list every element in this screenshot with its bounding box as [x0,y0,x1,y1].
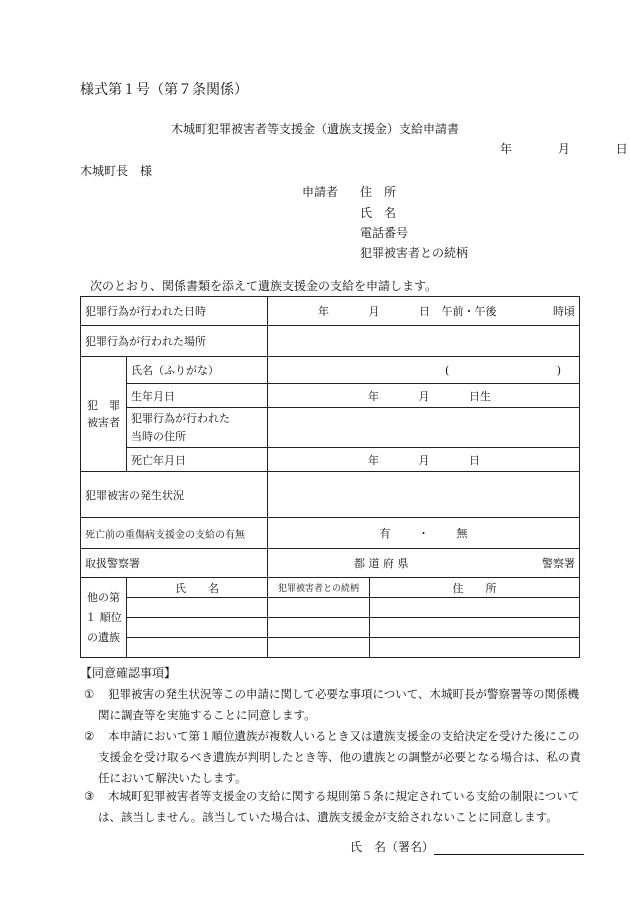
victim-address-label: 犯罪行為が行われた 当時の住所 [127,408,268,448]
occurrence-field[interactable] [268,472,580,518]
crime-place-label: 犯罪行為が行われた場所 [81,326,268,357]
row-crime-datetime [81,297,580,326]
intro-text: 次のとおり、関係書類を添えて遺族支援金の支給を申請します。 [90,279,438,293]
consent-item-3: ③ 木城町犯罪被害者等支援金の支給に関する規則第５条に規定されている支給の制限については、該当しません。該当していた場合は、遺族支援金が支給されないことに同意します。 [84,789,580,824]
applicant-name-label: 氏 名 [360,206,397,220]
consent-item-1: ① 犯罪被害の発生状況等この申請に関して必要な事項について、木城町長が警察署等の関係機関に調査等を実施することに同意します。 [84,687,580,722]
police-label: 取扱警察署 [81,549,268,578]
heir-address-cell[interactable] [370,598,580,618]
applicant-label: 申請者 [302,185,339,199]
row-victim-death [81,448,580,472]
applicant-relation-label: 犯罪被害者との続柄 [360,246,469,260]
row-heirs-header [81,578,580,598]
application-date [500,140,630,157]
heirs-col-name: 氏 名 [127,578,268,598]
victim-group-label: 犯 罪 被害者 [81,357,127,472]
injury-support-field[interactable]: 有 ・ 無 [268,518,580,549]
injury-support-yes[interactable]: 有 [379,527,391,540]
other-heirs-label: 他の第 １ 順位 の遺族 [81,578,127,658]
applicant-address-label: 住 所 [360,185,397,199]
victim-birth-label: 生年月日 [127,384,268,408]
heirs-row [81,598,580,618]
addressee: 木城町長 様 [80,164,153,178]
row-police [81,549,580,578]
victim-birth-field[interactable]: 年 月 日生 [268,384,580,408]
victim-death-field[interactable]: 年 月 日 [268,448,580,472]
consent-item-2: ② 本申請において第１順位遺族が複数人いるとき又は遺族支援金の支給決定を受けた後にこの支援金を受け取るべき遺族が判明したとき等、他の遺族との調整が必要となる場合は、私の責任において解決いたします。 [84,729,581,785]
police-field[interactable]: 都 道 府 県 警察署 [268,549,580,578]
heir-name-cell[interactable] [127,638,268,658]
heir-relation-cell[interactable] [268,638,370,658]
row-victim-name [81,357,580,384]
heir-relation-cell[interactable] [268,598,370,618]
injury-support-no[interactable]: 無 [456,527,468,540]
heirs-row [81,638,580,658]
heir-address-cell[interactable] [370,618,580,638]
heir-relation-cell[interactable] [268,618,370,638]
heir-address-cell[interactable] [370,638,580,658]
heir-name-cell[interactable] [127,618,268,638]
row-injury-support [81,518,580,549]
form-title: 木城町犯罪被害者等支援金（遺族支援金）支給申請書 [170,122,459,136]
signature-label: 氏 名（署名） [350,840,435,854]
signature-field[interactable] [350,838,584,855]
applicant-phone-label: 電話番号 [360,226,409,240]
victim-death-label: 死亡年月日 [127,448,268,472]
date-day: 日 [615,142,628,156]
application-table [80,296,580,658]
victim-name-label: 氏名（ふりがな） [127,357,268,384]
row-crime-place [81,326,580,357]
heirs-col-address: 住 所 [370,578,580,598]
heirs-row [81,618,580,638]
row-victim-birth [81,384,580,408]
signature-line[interactable] [434,842,584,855]
victim-name-field[interactable]: ( ) [268,357,580,384]
heirs-col-relation: 犯罪被害者との続柄 [268,578,370,598]
form-number: 様式第１号（第７条関係） [80,82,248,98]
date-year: 年 [500,142,513,156]
victim-address-field[interactable] [268,408,580,448]
occurrence-label: 犯罪被害の発生状況 [81,472,268,518]
injury-support-label: 死亡前の重傷病支援金の支給の有無 [81,518,268,549]
crime-place-field[interactable] [268,326,580,357]
row-occurrence [81,472,580,518]
consent-heading: 【同意確認事項】 [80,666,177,680]
heir-name-cell[interactable] [127,598,268,618]
crime-datetime-label: 犯罪行為が行われた日時 [81,297,268,326]
date-month: 月 [557,142,570,156]
crime-datetime-field[interactable]: 年 月 日 午前・午後 時頃 [268,297,580,326]
row-victim-address [81,408,580,448]
